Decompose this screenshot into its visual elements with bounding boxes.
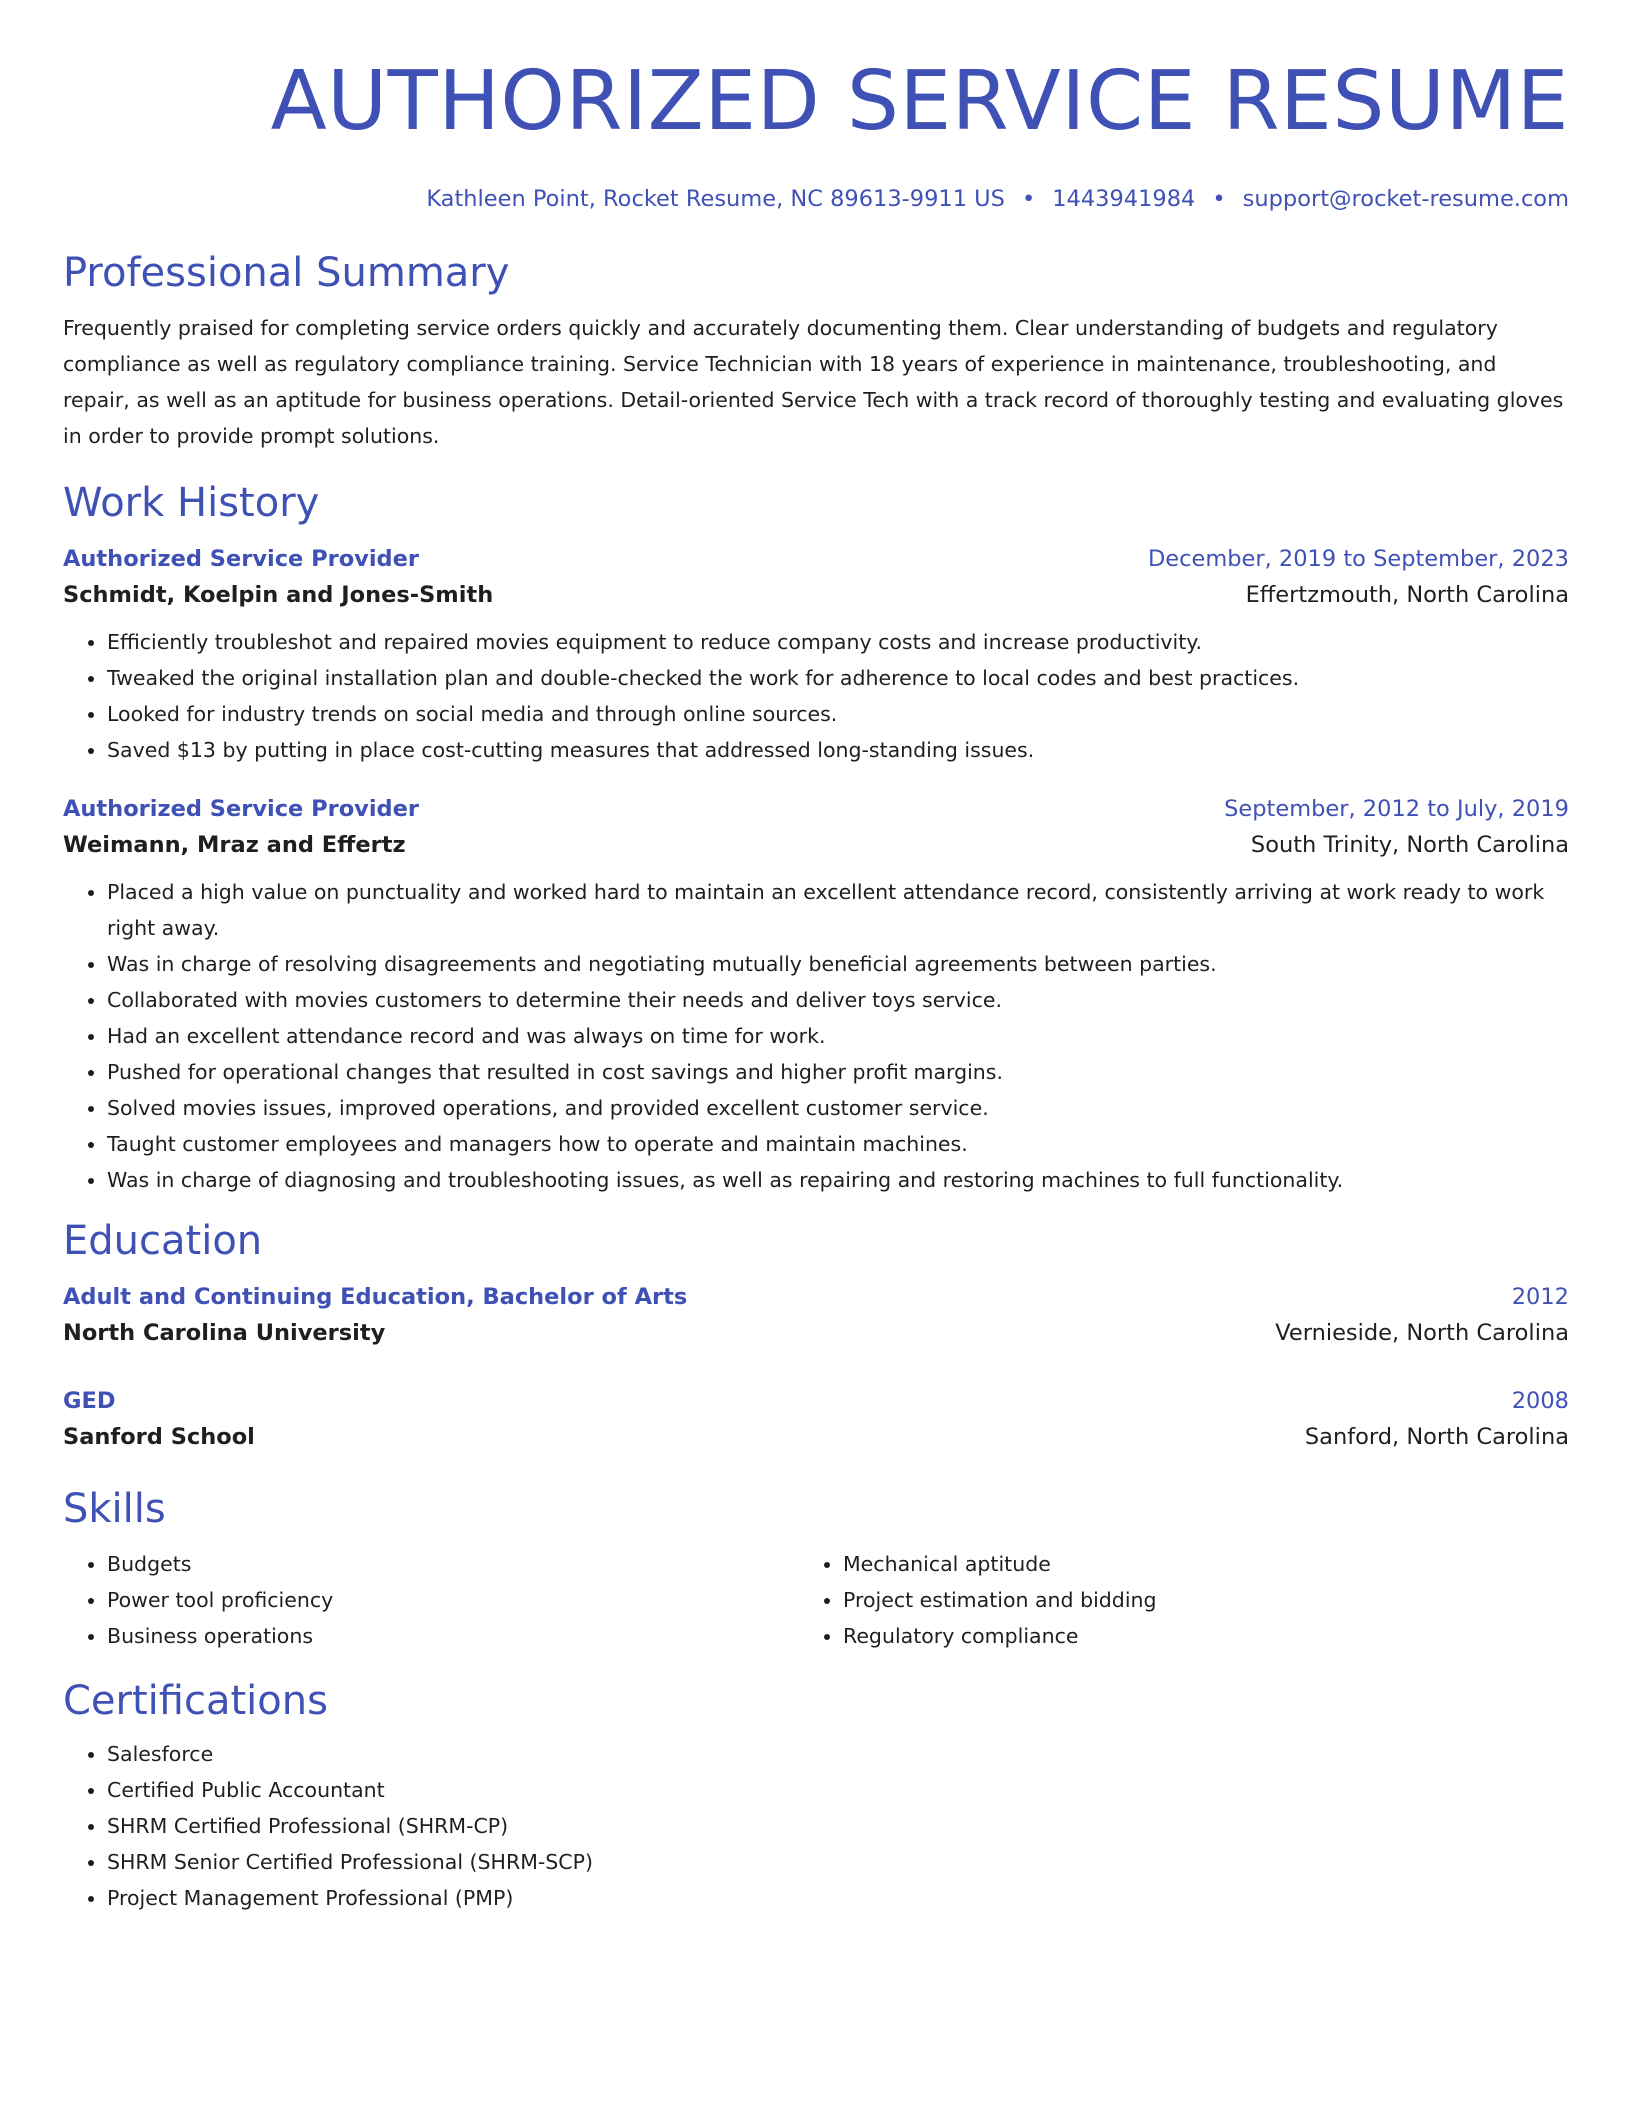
skill-item: • Project estimation and bidding (843, 1582, 1535, 1618)
job-company-row (63, 576, 1569, 614)
summary-text: Frequently praised for completing service orders quickly and accurately documenting them. Clear understanding of budgets and regulatory compliance as well as regulatory compliance training. Service Technician with 18 years of experience in maintenance, troubleshooting, and repair, as well as an aptitude for business operations. Detail-oriented Service Tech with a track record of thoroughly testing and evaluating gloves in order to provide prompt solutions. (63, 316, 1564, 448)
contact-separator: • (1212, 186, 1226, 212)
education-school-row (63, 1314, 1569, 1352)
job-title-row (63, 792, 1569, 826)
job-dates: December, 2019 to September, 2023 (1147, 546, 1569, 572)
education-degree-row (63, 1280, 1569, 1314)
certifications-section (63, 1676, 1569, 1916)
resume-header (63, 52, 1569, 214)
education-school: Sanford School (63, 1424, 255, 1450)
resume-title: AUTHORIZED SERVICE RESUME (270, 54, 1569, 149)
contact-address: Kathleen Point, Rocket Resume, NC 89613-9911 US (426, 186, 1005, 212)
certification-item: • SHRM Senior Certified Professional (SHRM-SCP) (107, 1844, 1569, 1880)
education-entry (63, 1280, 1569, 1352)
section-heading-certifications: Certifications (63, 1678, 328, 1724)
job-bullet: • Looked for industry trends on social media and through online sources. (107, 696, 1569, 732)
education-location: Vernieside, North Carolina (1275, 1320, 1569, 1346)
job-bullet-list (63, 874, 1569, 1198)
skills-list-left (63, 1546, 799, 1654)
job-location: South Trinity, North Carolina (1250, 832, 1569, 858)
skills-list-right (799, 1546, 1535, 1654)
education-year: 2012 (1511, 1284, 1569, 1310)
job-title-row (63, 542, 1569, 576)
skills-grid (63, 1546, 1569, 1654)
work-history-section (63, 478, 1569, 1198)
section-heading-summary: Professional Summary (63, 250, 510, 296)
job-bullet-list (63, 624, 1569, 768)
job-bullet: • Tweaked the original installation plan and double-checked the work for adherence to local codes and best practices. (107, 660, 1569, 696)
job-company-row (63, 826, 1569, 864)
education-degree: GED (63, 1388, 116, 1414)
education-section (63, 1216, 1569, 1456)
job-bullet: • Was in charge of diagnosing and troubleshooting issues, as well as repairing and restoring machines to full functionality. (107, 1162, 1569, 1198)
job-location: Effertzmouth, North Carolina (1245, 582, 1569, 608)
certification-item: • Certified Public Accountant (107, 1772, 1569, 1808)
job-bullet: • Efficiently troubleshot and repaired movies equipment to reduce company costs and increase productivity. (107, 624, 1569, 660)
education-degree-row (63, 1384, 1569, 1418)
skill-item: • Regulatory compliance (843, 1618, 1535, 1654)
certification-item: • SHRM Certified Professional (SHRM-CP) (107, 1808, 1569, 1844)
education-school-row (63, 1418, 1569, 1456)
certifications-list (63, 1736, 1569, 1916)
education-degree: Adult and Continuing Education, Bachelor of Arts (63, 1284, 688, 1310)
skills-section (63, 1484, 1569, 1654)
job-title: Authorized Service Provider (63, 796, 420, 822)
job-bullet: • Collaborated with movies customers to determine their needs and deliver toys service. (107, 982, 1569, 1018)
job-company: Weimann, Mraz and Effertz (63, 832, 406, 858)
job-title: Authorized Service Provider (63, 546, 420, 572)
skill-item: • Power tool proficiency (107, 1582, 799, 1618)
contact-phone: 1443941984 (1052, 186, 1196, 212)
skill-item: • Mechanical aptitude (843, 1546, 1535, 1582)
job-bullet: • Pushed for operational changes that resulted in cost savings and higher profit margins. (107, 1054, 1569, 1090)
education-year: 2008 (1511, 1388, 1569, 1414)
job-bullet: • Solved movies issues, improved operations, and provided excellent customer service. (107, 1090, 1569, 1126)
job-bullet: • Taught customer employees and managers how to operate and maintain machines. (107, 1126, 1569, 1162)
skill-item: • Budgets (107, 1546, 799, 1582)
certification-item: • Project Management Professional (PMP) (107, 1880, 1569, 1916)
job-dates: September, 2012 to July, 2019 (1224, 796, 1569, 822)
education-school: North Carolina University (63, 1320, 386, 1346)
job-bullet: • Was in charge of resolving disagreements and negotiating mutually beneficial agreements between parties. (107, 946, 1569, 982)
contact-line (63, 184, 1569, 214)
job-company: Schmidt, Koelpin and Jones-Smith (63, 582, 494, 608)
section-heading-education: Education (63, 1218, 263, 1264)
summary-section (63, 248, 1569, 454)
skill-item: • Business operations (107, 1618, 799, 1654)
section-heading-work-history: Work History (63, 480, 320, 526)
job-bullet: • Had an excellent attendance record and was always on time for work. (107, 1018, 1569, 1054)
job-bullet: • Placed a high value on punctuality and worked hard to maintain an excellent attendance record, consistently arriving at work ready to work right away. (107, 874, 1569, 946)
job-entry (63, 542, 1569, 768)
contact-separator: • (1021, 186, 1036, 212)
education-location: Sanford, North Carolina (1304, 1424, 1569, 1450)
section-heading-skills: Skills (63, 1486, 166, 1532)
education-entry (63, 1384, 1569, 1456)
job-entry (63, 792, 1569, 1198)
job-bullet: • Saved $13 by putting in place cost-cutting measures that addressed long-standing issues. (107, 732, 1569, 768)
contact-email: support@rocket-resume.com (1242, 186, 1569, 212)
certification-item: • Salesforce (107, 1736, 1569, 1772)
